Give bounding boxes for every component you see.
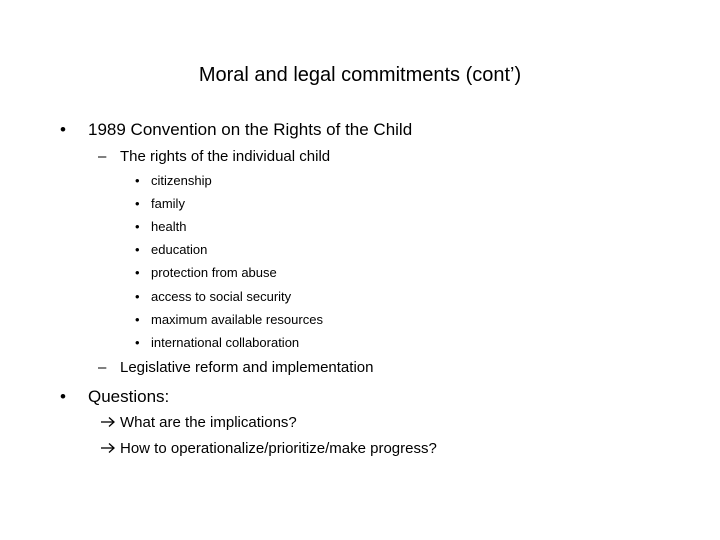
questions-heading: Questions: — [88, 387, 170, 406]
list-bullet: • — [135, 265, 140, 280]
question-item — [100, 438, 437, 460]
list-bullet: • — [135, 173, 140, 188]
dash-marker: – — [98, 148, 107, 165]
convention-heading: 1989 Convention on the Rights of the Child — [88, 120, 413, 139]
list-bullet: • — [135, 242, 140, 257]
dash-marker: – — [98, 359, 107, 376]
list-item: family — [151, 196, 185, 211]
list-item: citizenship — [151, 173, 212, 188]
list-bullet: • — [135, 335, 140, 350]
list-item: health — [151, 219, 187, 234]
arrow-right-icon — [100, 416, 116, 428]
question-text: How to operationalize/prioritize/make progress? — [120, 440, 437, 457]
arrow-right-icon — [100, 442, 116, 454]
list-bullet: • — [135, 196, 140, 211]
list-item: protection from abuse — [151, 265, 277, 280]
list-bullet: • — [135, 312, 140, 327]
bullet-marker: • — [60, 120, 66, 139]
list-bullet: • — [135, 219, 140, 234]
list-item: maximum available resources — [151, 312, 323, 327]
question-item — [100, 412, 297, 434]
list-item: international collaboration — [151, 335, 300, 350]
rights-subheading: The rights of the individual child — [120, 148, 331, 165]
legislative-subheading: Legislative reform and implementation — [120, 359, 374, 376]
list-item: access to social security — [151, 289, 292, 304]
list-bullet: • — [135, 289, 140, 304]
slide-title: Moral and legal commitments (cont’) — [198, 64, 522, 86]
list-item: education — [151, 242, 208, 257]
question-text: What are the implications? — [120, 414, 297, 431]
bullet-marker: • — [60, 387, 66, 406]
